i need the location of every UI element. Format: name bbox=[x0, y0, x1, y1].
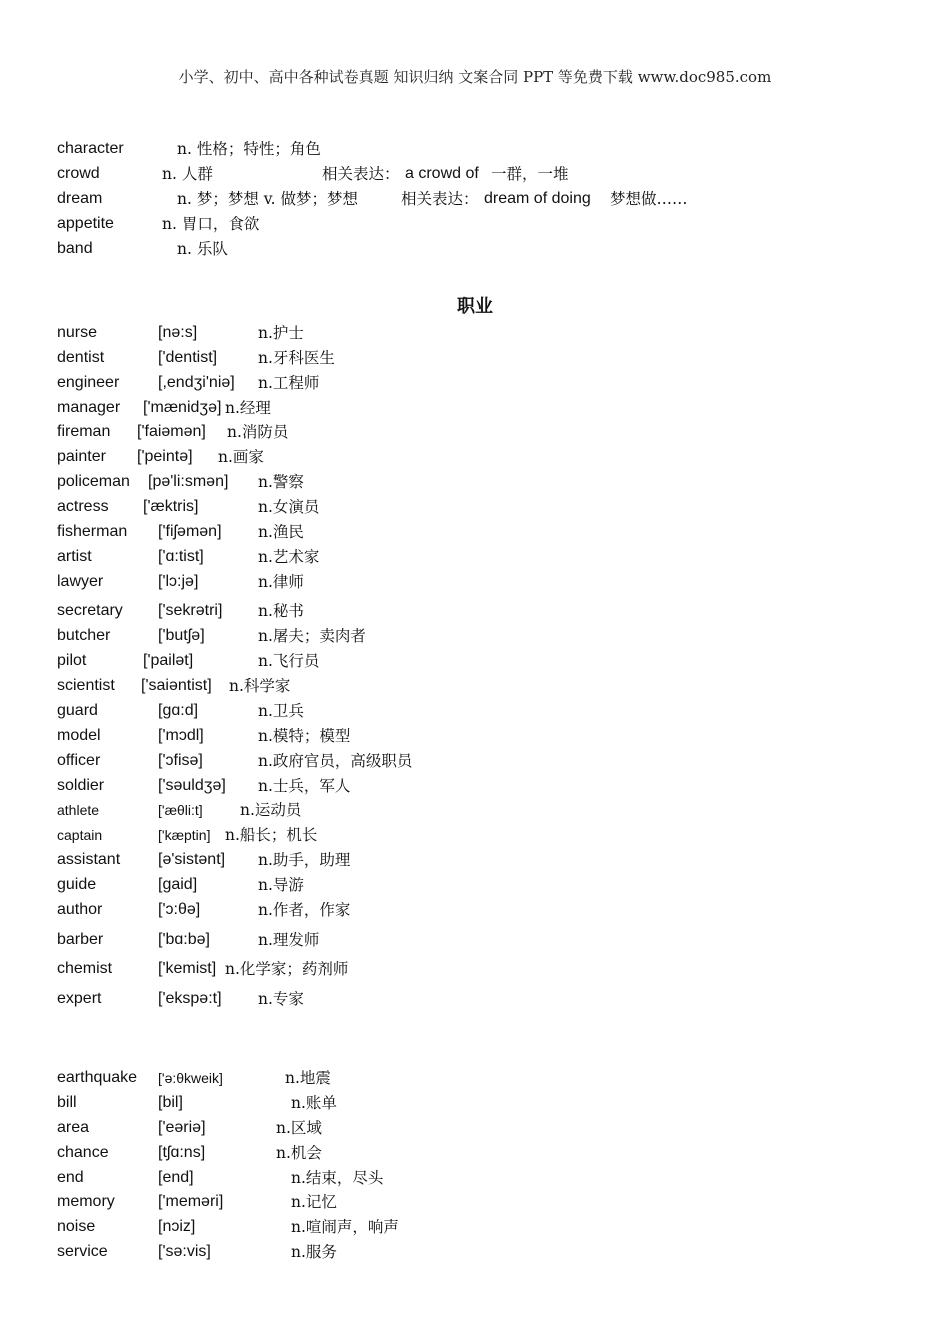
section-title: 职业 bbox=[457, 296, 493, 317]
phonetic: ['bɑ:bə] bbox=[158, 931, 210, 948]
definition: n.牙科医生 bbox=[258, 349, 335, 367]
word: engineer bbox=[57, 374, 120, 391]
phonetic: ['mænidʒə] bbox=[143, 399, 222, 416]
definition: n.渔民 bbox=[258, 523, 304, 541]
related-meaning: 一群，一堆 bbox=[491, 165, 569, 183]
phonetic: [,endʒi'niə] bbox=[158, 374, 235, 391]
word: lawyer bbox=[57, 573, 104, 590]
definition: n.士兵，军人 bbox=[258, 777, 351, 795]
word: guide bbox=[57, 876, 97, 893]
definition: n. 人群 bbox=[162, 165, 213, 183]
word: captain bbox=[57, 827, 103, 843]
definition: n.机会 bbox=[276, 1144, 322, 1162]
phonetic: ['kæptin] bbox=[158, 827, 211, 843]
word: character bbox=[57, 140, 124, 157]
related-label: 相关表达： bbox=[322, 165, 400, 183]
definition: n.专家 bbox=[258, 990, 304, 1008]
definition: n.服务 bbox=[291, 1243, 337, 1261]
phonetic: ['səuldʒə] bbox=[158, 777, 226, 794]
definition: n.科学家 bbox=[229, 677, 291, 695]
definition: n.工程师 bbox=[258, 374, 320, 392]
definition: n.律师 bbox=[258, 573, 304, 591]
definition: n. 梦；梦想 v. 做梦；梦想 bbox=[177, 190, 359, 208]
word: assistant bbox=[57, 851, 121, 868]
word: athlete bbox=[57, 802, 100, 818]
word: dream bbox=[57, 190, 103, 207]
phonetic: ['æθli:t] bbox=[158, 802, 203, 818]
word: fisherman bbox=[57, 523, 128, 540]
phonetic: ['kemist] bbox=[158, 960, 217, 977]
word: appetite bbox=[57, 215, 114, 232]
phonetic: [nə:s] bbox=[158, 324, 198, 341]
phonetic: ['ɔ:θə] bbox=[158, 901, 201, 918]
phonetic: ['sə:vis] bbox=[158, 1243, 211, 1260]
word: nurse bbox=[57, 324, 98, 341]
phonetic: ['butʃə] bbox=[158, 627, 205, 644]
phonetic: ['faiəmən] bbox=[137, 423, 206, 440]
definition: n.喧闹声，响声 bbox=[291, 1218, 399, 1236]
definition: n.警察 bbox=[258, 473, 304, 491]
word: author bbox=[57, 901, 103, 918]
phonetic: ['saiəntist] bbox=[141, 677, 212, 694]
phonetic: ['pailət] bbox=[143, 652, 194, 669]
phonetic: ['sekrətri] bbox=[158, 602, 223, 619]
word: pilot bbox=[57, 652, 87, 669]
definition: n.账单 bbox=[291, 1094, 337, 1112]
word: earthquake bbox=[57, 1069, 138, 1086]
definition: n.作者，作家 bbox=[258, 901, 351, 919]
word: service bbox=[57, 1243, 108, 1260]
phonetic: ['meməri] bbox=[158, 1193, 224, 1210]
word: crowd bbox=[57, 165, 100, 182]
word: manager bbox=[57, 399, 121, 416]
phonetic: [bil] bbox=[158, 1094, 183, 1111]
word: area bbox=[57, 1119, 90, 1136]
word: guard bbox=[57, 702, 98, 719]
definition: n. 胃口，食欲 bbox=[162, 215, 260, 233]
phonetic: ['ekspə:t] bbox=[158, 990, 222, 1007]
word: end bbox=[57, 1169, 84, 1186]
page-header: 小学、初中、高中各种试卷真题 知识归纳 文案合同 PPT 等免费下载 www.doc985.com bbox=[178, 68, 772, 86]
definition: n.护士 bbox=[258, 324, 304, 342]
phonetic: ['mɔdl] bbox=[158, 727, 204, 744]
definition: n.运动员 bbox=[240, 801, 302, 819]
word: officer bbox=[57, 752, 101, 769]
word: artist bbox=[57, 548, 92, 565]
definition: n.模特；模型 bbox=[258, 727, 351, 745]
definition: n.助手，助理 bbox=[258, 851, 351, 869]
phonetic: [gaid] bbox=[158, 876, 198, 893]
word: secretary bbox=[57, 602, 123, 619]
definition: n.记忆 bbox=[291, 1193, 337, 1211]
related-expression: dream of doing bbox=[484, 190, 591, 207]
related-label: 相关表达： bbox=[401, 190, 479, 208]
definition: n.消防员 bbox=[227, 423, 289, 441]
definition: n. 性格；特性；角色 bbox=[177, 140, 321, 158]
word: chance bbox=[57, 1144, 109, 1161]
related-expression: a crowd of bbox=[405, 165, 479, 182]
phonetic: ['ɔfisə] bbox=[158, 752, 203, 769]
phonetic: [pə'li:smən] bbox=[148, 473, 229, 490]
definition: n.政府官员，高级职员 bbox=[258, 752, 413, 770]
definition: n.经理 bbox=[225, 399, 271, 417]
definition: n.艺术家 bbox=[258, 548, 320, 566]
definition: n.秘书 bbox=[258, 602, 304, 620]
definition: n.屠夫；卖肉者 bbox=[258, 627, 366, 645]
word: actress bbox=[57, 498, 109, 515]
word: memory bbox=[57, 1193, 115, 1210]
phonetic: [gɑ:d] bbox=[158, 702, 199, 719]
phonetic: [ə'sistənt] bbox=[158, 851, 226, 868]
word: fireman bbox=[57, 423, 111, 440]
definition: n.化学家；药剂师 bbox=[225, 960, 349, 978]
definition: n.区域 bbox=[276, 1119, 322, 1137]
phonetic: ['eəriə] bbox=[158, 1119, 206, 1136]
definition: n.飞行员 bbox=[258, 652, 320, 670]
phonetic: ['fiʃəmən] bbox=[158, 523, 222, 540]
definition: n.导游 bbox=[258, 876, 304, 894]
word: painter bbox=[57, 448, 106, 465]
definition: n.女演员 bbox=[258, 498, 320, 516]
phonetic: ['peintə] bbox=[137, 448, 193, 465]
word: chemist bbox=[57, 960, 113, 977]
word: policeman bbox=[57, 473, 130, 490]
word: bill bbox=[57, 1094, 77, 1111]
word: noise bbox=[57, 1218, 96, 1235]
word: dentist bbox=[57, 349, 105, 366]
phonetic: ['dentist] bbox=[158, 349, 218, 366]
phonetic: ['æktris] bbox=[143, 498, 199, 515]
word: barber bbox=[57, 931, 104, 948]
phonetic: [end] bbox=[158, 1169, 194, 1186]
word: butcher bbox=[57, 627, 111, 644]
word: soldier bbox=[57, 777, 105, 794]
word: model bbox=[57, 727, 101, 744]
definition: n.地震 bbox=[285, 1069, 331, 1087]
phonetic: [nɔiz] bbox=[158, 1218, 196, 1235]
word: band bbox=[57, 240, 93, 257]
phonetic: ['lɔ:jə] bbox=[158, 573, 199, 590]
definition: n.理发师 bbox=[258, 931, 320, 949]
definition: n.卫兵 bbox=[258, 702, 304, 720]
phonetic: ['ə:θkweik] bbox=[158, 1070, 223, 1086]
word: expert bbox=[57, 990, 102, 1007]
phonetic: ['ɑ:tist] bbox=[158, 548, 204, 565]
definition: n.船长；机长 bbox=[225, 826, 318, 844]
definition: n.画家 bbox=[218, 448, 264, 466]
word: scientist bbox=[57, 677, 115, 694]
definition: n.结束，尽头 bbox=[291, 1169, 384, 1187]
definition: n. 乐队 bbox=[177, 240, 228, 258]
phonetic: [tʃɑ:ns] bbox=[158, 1144, 206, 1161]
related-meaning: 梦想做…… bbox=[610, 190, 688, 208]
